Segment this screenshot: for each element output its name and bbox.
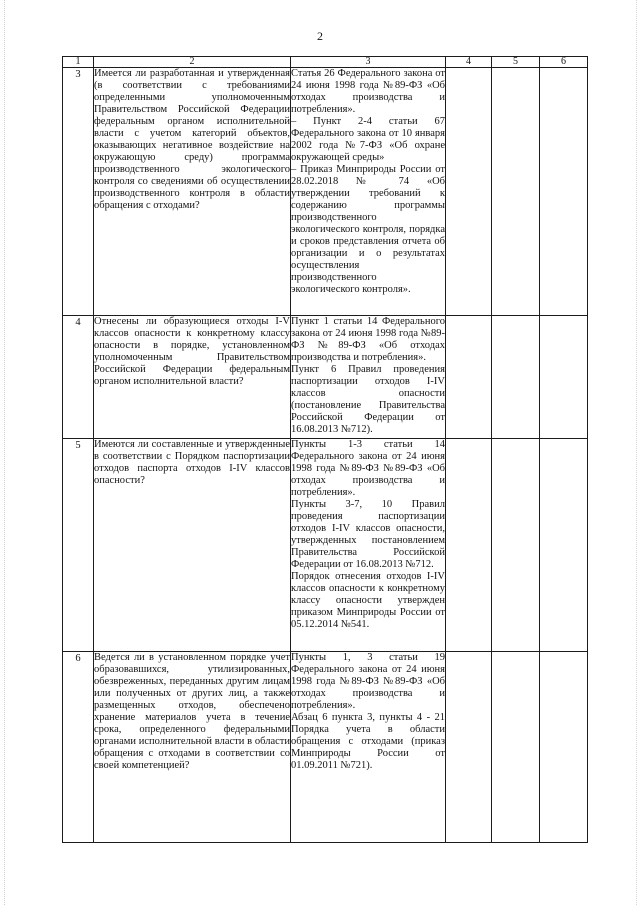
row-number: 3 [75,69,81,80]
scan-edge-left [4,0,5,905]
reference-item: Порядок отнесения отходов I-IV классов опасности к конкретному классу опасности утвержден приказом Минприроды России от 05.12.2014 №541. [291,571,445,630]
header-col-2: 2 [94,57,291,68]
reference-item: Пункт 1 статьи 14 Федерального закона от 24 июня 1998 года №89-ФЗ №89-ФЗ «Об отходах производства и потребления». [291,316,445,363]
empty-cell [492,439,540,652]
reference-item: Пункты 1, 3 статьи 19 Федерального закона от 24 июня 1998 года №89-ФЗ №89-ФЗ «Об отходах производства и потребления». [291,652,445,711]
references-cell [291,439,446,652]
empty-cell [446,316,492,439]
question-cell: Ведется ли в установленном порядке учет образовавшихся, утилизированных, обезвреженных, переданных другим лицам или полученных от других лиц, а также размещенных отходов, обеспечено хранение материалов учета в течение срока, определенного федеральными органами исполнительной власти в области обращения с отходами в соответствии со своей компетенцией? [94,652,291,843]
row-number-cell [63,439,94,652]
question-cell: Отнесены ли образующиеся отходы I-V классов опасности к конкретному классу опасности в порядке, установленном уполномоченным Правительством Российской Федерации федеральным органом исполнительной власти? [94,316,291,439]
empty-cell [446,652,492,843]
empty-cell [492,316,540,439]
row-number-cell [63,652,94,843]
row-number: 4 [75,317,81,328]
row-number: 5 [75,440,81,451]
empty-cell [540,439,588,652]
table-row [63,652,588,843]
header-col-3: 3 [291,57,446,68]
header-col-5: 5 [492,57,540,68]
question-cell: Имеются ли составленные и утвержденные в соответствии с Порядком паспортизации отходов паспорта отходов I-IV классов опасности? [94,439,291,652]
header-col-1: 1 [63,57,94,68]
reference-item: – Приказ Минприроды России от 28.02.2018 № 74 «Об утверждении требований к содержанию программы производственного экологического контроля, порядка и сроков представления отчета об организации и о результатах осуществления производственного экологического контроля». [291,164,445,295]
page-number: 2 [317,29,323,43]
table-row [63,439,588,652]
empty-cell [492,652,540,843]
empty-cell [446,68,492,316]
reference-item: Абзац 6 пункта 3, пункты 4 - 21 Порядка учета в области обращения с отходами (приказ Минприроды России от 01.09.2011 №721). [291,712,445,771]
empty-cell [540,68,588,316]
table-row [63,316,588,439]
header-row [63,57,588,68]
question-cell: Имеется ли разработанная и утвержденная (в соответствии с требованиями определенными уполномоченным Правительством Российской Федерации федеральным органом исполнительной власти с учетом категорий объектов, оказывающих негативное воздействие на окружающую среду) программа производственного экологического контроля со сведениями об осуществлении производственного контроля в области обращения с отходами? [94,68,291,316]
scan-edge-right [636,0,637,905]
reference-item: Пункты 1-3 статьи 14 Федерального закона от 24 июня 1998 года №89-ФЗ №89-ФЗ «Об отходах производства и потребления». [291,439,445,498]
row-number-cell [63,316,94,439]
checklist-table [62,56,588,843]
references-cell [291,652,446,843]
reference-item: Пункт 6 Правил проведения паспортизации отходов I-IV классов опасности (постановление Правительства Российской Федерации от 16.08.2013 №712). [291,364,445,435]
empty-cell [540,316,588,439]
references-cell [291,316,446,439]
empty-cell [492,68,540,316]
header-col-6: 6 [540,57,588,68]
empty-cell [540,652,588,843]
reference-item: – Пункт 2-4 статьи 67 Федерального закона от 10 января 2002 года №7-ФЗ «Об охране окружающей среды» [291,116,445,163]
table-row [63,68,588,316]
reference-item: Статья 26 Федерального закона от 24 июня 1998 года №89-ФЗ «Об отходах производства и потребления». [291,68,445,115]
empty-cell [446,439,492,652]
references-cell [291,68,446,316]
row-number-cell [63,68,94,316]
reference-item: Пункты 3-7, 10 Правил проведения паспортизации отходов I-IV классов опасности, утвержденных постановлением Правительства Российской Федерации от 16.08.2013 №712. [291,499,445,570]
header-col-4: 4 [446,57,492,68]
row-number: 6 [75,653,81,664]
